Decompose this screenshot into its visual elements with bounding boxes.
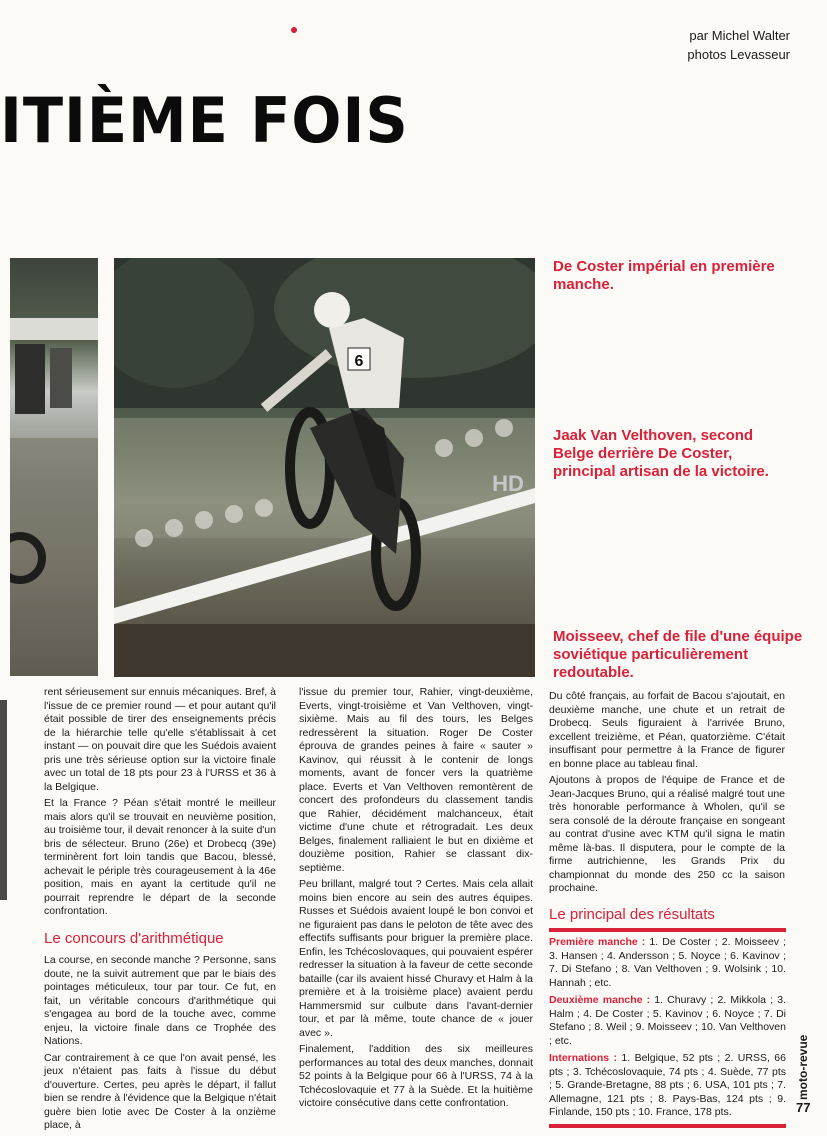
text-column-1-continued xyxy=(44,954,276,1136)
rider-number: 6 xyxy=(354,353,364,370)
results-text: 1. De Coster ; 2. Moisseev ; 3. Hansen ; 4. Andersson ; 5. Noyce ; 6. Kavinov ; 7. Di Stefano ; 8. Van Velthoven ; 9. Wolsink ; 10. Hannah ; etc. xyxy=(549,936,786,989)
article-headline: ITIÈME FOIS xyxy=(0,84,409,157)
paragraph: Car contrairement à ce que l'on avait pensé, les jeux n'étaient pas faits à l'issue du début d'ouverture. Certes, peu après le départ, il fallut bien se rendre à l'évidence que la Belgique n'était guère bien lotie avec De Coster à la onzième place, à xyxy=(44,1051,276,1131)
results-label: Première manche : xyxy=(549,936,646,948)
results-text: 1. Churavy ; 2. Mikkola ; 3. Halm ; 4. De Coster ; 5. Kavinov ; 6. Noyce ; 7. Di Stefano ; 8. Weil ; 9. Moisseev ; 10. Van Velthoven ; etc. xyxy=(549,994,787,1047)
paragraph: Et la France ? Péan s'était montré le meilleur mais alors qu'il se trouvait en neuvième position, au troisième tour, il devait renoncer à la suite d'un bris de sélecteur. Bruno (26e) et Drobecq (39e) terminèrent fort loin tandis que Bacou, blessé, achevait le périple très courageusement à la 46e position, mais en ayant la certitude qu'il ne pourrait reprendre le départ de la seconde confrontation. xyxy=(44,797,276,917)
photo-caption: De Coster impérial en première manche. xyxy=(553,258,775,293)
brand-name: moto-revue xyxy=(796,1034,810,1100)
author-credit: par Michel Walter xyxy=(689,28,790,43)
magazine-brand xyxy=(796,1012,816,1102)
results-manche-1 xyxy=(549,936,786,990)
red-rule xyxy=(549,928,786,932)
page-number: 77 xyxy=(796,1100,811,1115)
text-column-2 xyxy=(299,686,533,1114)
paragraph: rent sérieusement sur ennuis mécaniques. Bref, à l'issue de ce premier round — et pour autant qu'il était possible de tirer des enseignements précis de la hiérarchie telle qu'elle s'établissait à cet instant — on pouvait dire que les Suédois avaient pris une très sérieuse option sur la victoire finale avec un total de 18 pts pour 23 à l'URSS et 36 à la Belgique. xyxy=(44,686,276,793)
results-box xyxy=(549,906,786,1128)
paragraph: Peu brillant, malgré tout ? Certes. Mais cela allait moins bien encore au sein des autres équipes. Russes et Suédois avaient loupé le bon convoi et ne figuraient pas dans le peloton de tête avec des effectifs suffisants pour briguer la première place. Enfin, les Tchécoslovaques, qui pouvaient espérer redresser la situation à la faveur de cette seconde bataille (car ils avaient hissé Churavy et Halm à la première et à la troisième place) avaient perdu Hammersmid sur culbute dans l'avant-dernier tour, et par là même, toute chance de « jouer avec ». xyxy=(299,878,533,1039)
paragraph: La course, en seconde manche ? Personne, sans doute, ne la suivit autrement que par le biais des pointages méticuleux, tour par tour. Ce fut, en fait, un véritable concours d'arithmétique qui s'engagea au bord de la touche avec, comme enjeu, la victoire finale dans ce Trophée des Nations. xyxy=(44,954,276,1047)
section-heading: Le concours d'arithmétique xyxy=(44,930,224,947)
paragraph: Ajoutons à propos de l'équipe de France et de Jean-Jacques Bruno, qui a réalisé malgré tout une très honorable performance à Wholen, qu'il se sera consolé de la déroute française en songeant au contrat d'usine avec KTM qu'il signa le matin même là-bas. Il disputera, pour le compte de la firme autrichienne, les Grands Prix du championnat du monde des 250 cc la saison prochaine. xyxy=(549,774,785,894)
watermark: HD xyxy=(492,471,524,496)
text-column-3 xyxy=(549,690,785,899)
text-column-1 xyxy=(44,686,276,922)
credits xyxy=(660,26,790,64)
results-internations xyxy=(549,1052,786,1120)
results-label: Internations : xyxy=(549,1052,617,1064)
red-rule xyxy=(549,1124,786,1128)
paragraph: Du côté français, au forfait de Bacou s'ajoutait, en deuxième manche, une chute et un retrait de Drobecq. Seuls figuraient à l'arrivée Bruno, excellent treizième, et Péan, quatorzième. C'était insuffisant pour permettre à la France de figurer en bonne place au tableau final. xyxy=(549,690,785,770)
decorative-dot xyxy=(291,27,297,33)
results-title: Le principal des résultats xyxy=(549,906,715,923)
paragraph: l'issue du premier tour, Rahier, vingt-deuxième, Everts, vingt-troisième et Van Velthoven, vingt-sixième. Mais au fil des tours, les Belges redressèrent la situation. Roger De Coster éprouva de grandes peines à faire « sauter » Kavinov, qui réussit à le contenir de longs moments, avant de foncer vers la quatrième place. Everts et Van Velthoven remontèrent de concert des profondeurs du classement tandis que Rahier, décidément malchanceux, était victime d'une chute et rétrogradait. Les deux Belges, finalement ralliaient le but en dixième et douzième position, Rahier se classant dix-septième. xyxy=(299,686,533,874)
photo-left-edge xyxy=(0,700,7,900)
results-label: Deuxième manche : xyxy=(549,994,651,1006)
photo-credit: photos Levasseur xyxy=(687,47,790,62)
motocross-jump-photo xyxy=(114,258,535,677)
results-text: 1. Belgique, 52 pts ; 2. URSS, 66 pts ; 3. Tchécoslovaquie, 74 pts ; 4. Suède, 77 pts ; 5. Grande-Bretagne, 88 pts ; 6. USA, 101 pts ; 7. Allemagne, 121 pts ; 8. Pays-Bas, 124 pts ; 9. Finlande, 150 pts ; 10. France, 178 pts. xyxy=(549,1052,786,1118)
results-manche-2 xyxy=(549,994,786,1048)
paragraph: Finalement, l'addition des six meilleures performances au total des deux manches, donnait 52 points à la Belgique pour 66 à l'URSS, 74 à la Tchécoslovaquie et 77 à la Suède. Et la huitième victoire consécutive dans cette confrontation. xyxy=(299,1043,533,1109)
crowd-photo xyxy=(10,258,98,676)
photo-caption: Moisseev, chef de file d'une équipe soviétique particulièrement redoutable. xyxy=(553,628,803,681)
photo-caption: Jaak Van Velthoven, second Belge derrière De Coster, principal artisan de la victoire. xyxy=(553,427,769,480)
